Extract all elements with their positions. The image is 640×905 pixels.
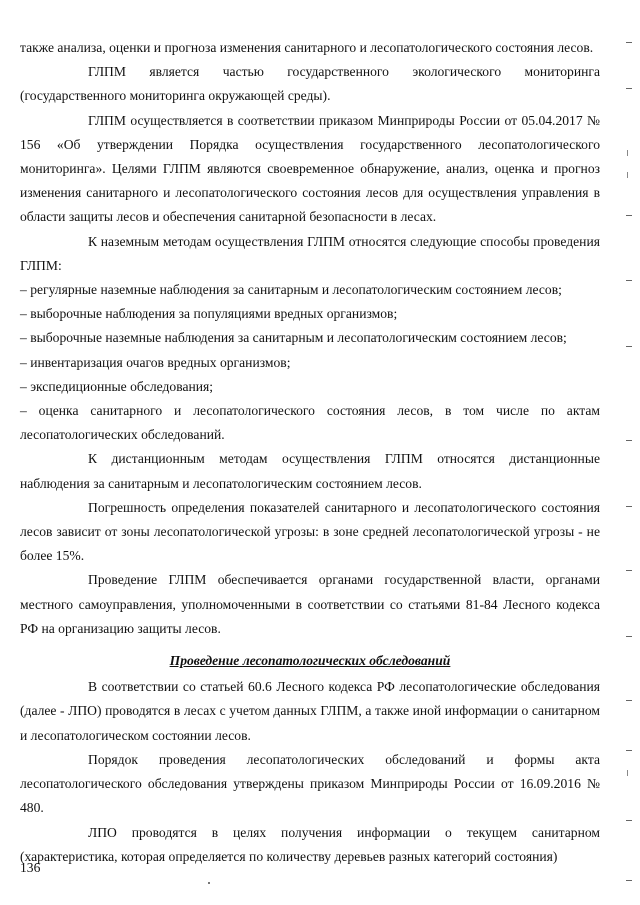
scan-mark	[626, 42, 632, 43]
list-item: – выборочные наземные наблюдения за санитарным и лесопатологическим состоянием лесов;	[20, 330, 567, 346]
scan-mark	[626, 750, 632, 751]
paragraph: Проведение ГЛПМ обеспечивается органами государственной власти, органами местного самоуправления, уполномоченными в соответствии со статьями 81-84 Лесного кодекса РФ на организацию защиты лесов.	[20, 572, 600, 636]
body-text	[20, 36, 600, 869]
scan-mark	[626, 880, 632, 881]
paragraph: Погрешность определения показателей санитарного и лесопатологического состояния лесов зависит от зоны лесопатологической угрозы: в зоне средней лесопатологической угрозы - не более 15%.	[20, 499, 600, 564]
paragraph: В соответствии со статьей 60.6 Лесного кодекса РФ лесопатологические обследования (далее - ЛПО) проводятся в лесах с учетом данных ГЛПМ, а также иной информации о санитарном и лесопатологическом состоянии лесов.	[20, 679, 600, 743]
scan-mark	[626, 215, 632, 216]
scan-mark	[626, 570, 632, 571]
paragraph: К дистанционным методам осуществления ГЛПМ относятся дистанционные наблюдения за санитарным и лесопатологическим состоянием лесов.	[20, 451, 600, 491]
scan-mark	[626, 440, 632, 441]
paragraph: также анализа, оценки и прогноза изменения санитарного и лесопатологического состояния лесов.	[20, 40, 594, 55]
scan-mark	[626, 820, 632, 821]
scan-mark	[626, 88, 632, 89]
list-item: – инвентаризация очагов вредных организмов;	[20, 354, 291, 370]
scan-mark	[626, 346, 632, 347]
scan-mark	[626, 636, 632, 637]
paragraph: К наземным методам осуществления ГЛПМ относятся следующие способы проведения ГЛПМ:	[20, 233, 600, 273]
scan-mark	[627, 172, 628, 178]
paragraph: ГЛПМ осуществляется в соответствии приказом Минприроды России от 05.04.2017 № 156 «Об утверждении Порядка осуществления государственного лесопатологического мониторинга». Целями ГЛПМ являются своевременное обнаружение, анализ, оценка и прогноз изменения санитарного и лесопатологического состояния лесов для осуществления управления в области защиты лесов и обеспечения санитарной безопасности в лесах.	[20, 112, 600, 225]
section-heading: Проведение лесопатологических обследований	[169, 653, 451, 669]
page-number: 136	[20, 860, 41, 875]
scan-mark	[626, 506, 632, 507]
scan-mark	[627, 150, 628, 156]
list-item: – оценка санитарного и лесопатологического состояния лесов, в том числе по актам лесопатологических обследований.	[20, 403, 600, 443]
list-item: – экспедиционные обследования;	[20, 378, 214, 394]
paragraph: Порядок проведения лесопатологических обследований и формы акта лесопатологического обследования утверждены приказом Минприроды России от 16.09.2016 № 480.	[20, 751, 600, 816]
list-item: – выборочные наблюдения за популяциями вредных организмов;	[20, 306, 398, 322]
scan-mark	[627, 770, 628, 776]
scan-mark	[626, 700, 632, 701]
scan-mark	[626, 280, 632, 281]
scan-speck	[208, 882, 210, 884]
list-item: – регулярные наземные наблюдения за санитарным и лесопатологическим состоянием лесов;	[20, 282, 562, 298]
paragraph: ГЛПМ является частью государственного экологического мониторинга (государственного мониторинга окружающей среды).	[20, 64, 600, 104]
paragraph: ЛПО проводятся в целях получения информации о текущем санитарном (характеристика, которая определяется по количеству деревьев разных категорий состояния)	[20, 824, 600, 864]
